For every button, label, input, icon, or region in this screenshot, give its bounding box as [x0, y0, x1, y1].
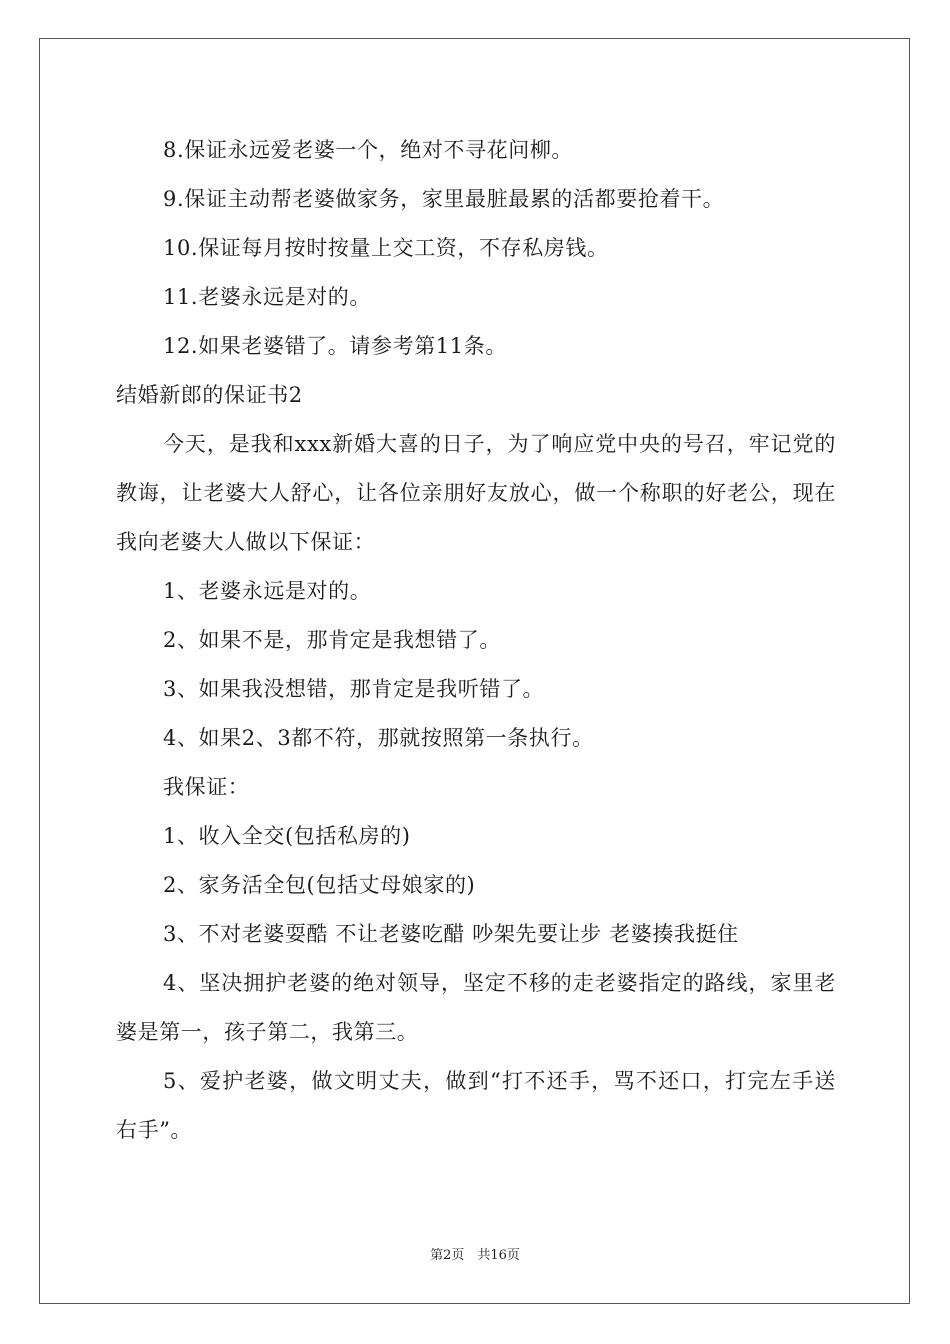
- pledge-item: 2、家务活全包(包括丈母娘家的): [163, 873, 476, 897]
- pledge-item: 3、不对老婆耍酷 不让老婆吃醋 吵架先要让步 老婆揍我挺住: [163, 922, 739, 946]
- pledge-label: 我保证：: [163, 775, 250, 799]
- document-body: [116, 126, 836, 1155]
- section-heading: 结婚新郎的保证书2: [116, 383, 303, 407]
- list-item: 10.保证每月按时按量上交工资，不存私房钱。: [163, 236, 609, 260]
- pledge-item-4: 4、坚决拥护老婆的绝对领导，坚定不移的走老婆指定的路线，家里老婆是第一，孩子第二，我第三。: [116, 971, 836, 1044]
- pledge-item: 1、收入全交(包括私房的): [163, 824, 411, 848]
- page-footer: 第2页 共16页: [430, 1248, 520, 1263]
- rule-item: 4、如果2、3都不符，那就按照第一条执行。: [163, 726, 594, 750]
- intro-paragraph: 今天，是我和xxx新婚大喜的日子，为了响应党中央的号召，牢记党的教诲，让老婆大人舒心，让各位亲朋好友放心，做一个称职的好老公，现在我向老婆大人做以下保证：: [116, 432, 836, 554]
- list-item: 9.保证主动帮老婆做家务，家里最脏最累的活都要抢着干。: [163, 187, 725, 211]
- pledge-item-5: 5、爱护老婆，做文明丈夫，做到“打不还手，骂不还口，打完左手送右手”。: [116, 1069, 836, 1142]
- rule-item: 1、老婆永远是对的。: [163, 579, 372, 603]
- list-item: 12.如果老婆错了。请参考第11条。: [163, 334, 507, 358]
- list-item: 8.保证永远爱老婆一个，绝对不寻花问柳。: [163, 138, 574, 162]
- list-item: 11.老婆永远是对的。: [163, 285, 371, 309]
- rule-item: 3、如果我没想错，那肯定是我听错了。: [163, 677, 545, 701]
- rule-item: 2、如果不是，那肯定是我想错了。: [163, 628, 501, 652]
